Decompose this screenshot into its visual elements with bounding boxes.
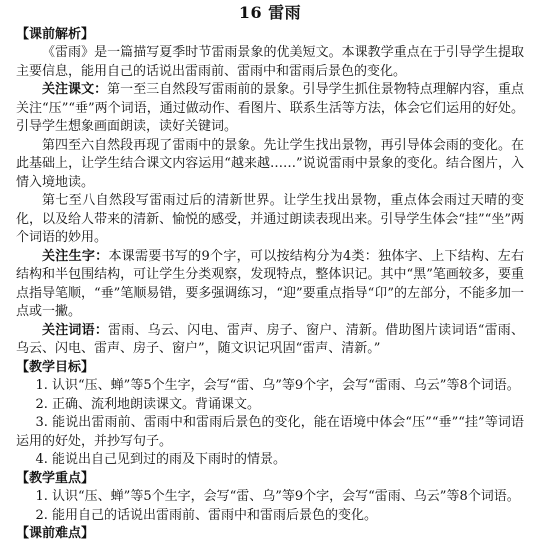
goal-item: 3. 能说出雷雨前、雷雨中和雷雨后景色的变化，能在语境中体会“压”“垂”“挂”等词语运用的好处，并抄写句子。 bbox=[16, 415, 524, 449]
analysis-paragraph-3: 第四至六自然段再现了雷雨中的景象。先让学生找出景物，再引导体会雨的变化。在此基础上，让学生结合课文内容运用“越来越……”说说雷雨中景象的变化。结合图片，入情入境地读。 bbox=[16, 137, 524, 190]
goal-item: 1. 认识“压、蝉”等5个生字，会写“雷、乌”等9个字，会写“雷雨、乌云”等8个词语。 bbox=[35, 378, 520, 393]
goal-item: 4. 能说出自己见到过的雨及下雨时的情景。 bbox=[35, 452, 287, 467]
key-point-item: 2. 能用自己的话说出雷雨前、雷雨中和雷雨后景色的变化。 bbox=[35, 507, 378, 523]
section-heading-difficulties: 【课前难点】 bbox=[16, 526, 95, 541]
analysis-paragraph-1: 《雷雨》是一篇描写夏季时节雷雨景象的优美短文。本课教学重点在于引导学生提取主要信息，能用自己的话说出雷雨前、雷雨中和雷雨后景色的变化。 bbox=[16, 45, 524, 79]
goal-item: 2. 正确、流利地朗读课文。背诵课文。 bbox=[35, 396, 261, 412]
lead-label: 关注生字： bbox=[42, 248, 109, 264]
page-title: 16 雷雨 bbox=[238, 3, 302, 22]
paragraph-text: 第一至三自然段写雷雨前的景象。引导学生抓住景物特点理解内容，重点关注“压”“垂”两个词语，通过做动作、看图片、联系生活等方法，体会它们运用的好处。引导学生想象画面朗读，读好关键词。 bbox=[16, 82, 524, 134]
section-heading-analysis: 【课前解析】 bbox=[16, 26, 95, 42]
paragraph-text: 本课需要书写的9个字，可以按结构分为4类：独体字、上下结构、左右结构和半包围结构，可让学生分类观察，发现特点，整体识记。其中“黑”笔画较多，要重点指导笔顺，“垂”笔顺易错，要多强调练习，“迎”要重点指导“卬”的左部分，不能多加一点或一撇。 bbox=[16, 248, 524, 319]
analysis-paragraph-2 bbox=[16, 81, 524, 137]
analysis-paragraph-6 bbox=[16, 322, 524, 359]
lead-label: 关注课文： bbox=[42, 82, 108, 97]
key-point-item: 1. 认识“压、蝉”等5个生字，会写“雷、乌”等9个字，会写“雷雨、乌云”等8个词语。 bbox=[35, 489, 520, 504]
document-page bbox=[16, 4, 524, 544]
section-heading-goals: 【教学目标】 bbox=[16, 359, 95, 375]
lead-label: 关注词语： bbox=[42, 322, 109, 338]
section-heading-key-points: 【教学重点】 bbox=[16, 470, 95, 486]
analysis-paragraph-4: 第七至八自然段写雷雨过后的清新世界。让学生找出景物，重点体会雨过天晴的变化，以及给人带来的清新、愉悦的感受，并通过朗读表现出来。引导学生体会“挂”“坐”两个词语的妙用。 bbox=[16, 193, 524, 245]
paragraph-text: 雷雨、乌云、闪电、雷声、房子、窗户、清新。借助图片读词语“雷雨、乌云、闪电、雷声、房子、窗户”，随文识记巩固“雷声、清新。” bbox=[16, 322, 524, 356]
analysis-paragraph-5 bbox=[16, 248, 524, 322]
